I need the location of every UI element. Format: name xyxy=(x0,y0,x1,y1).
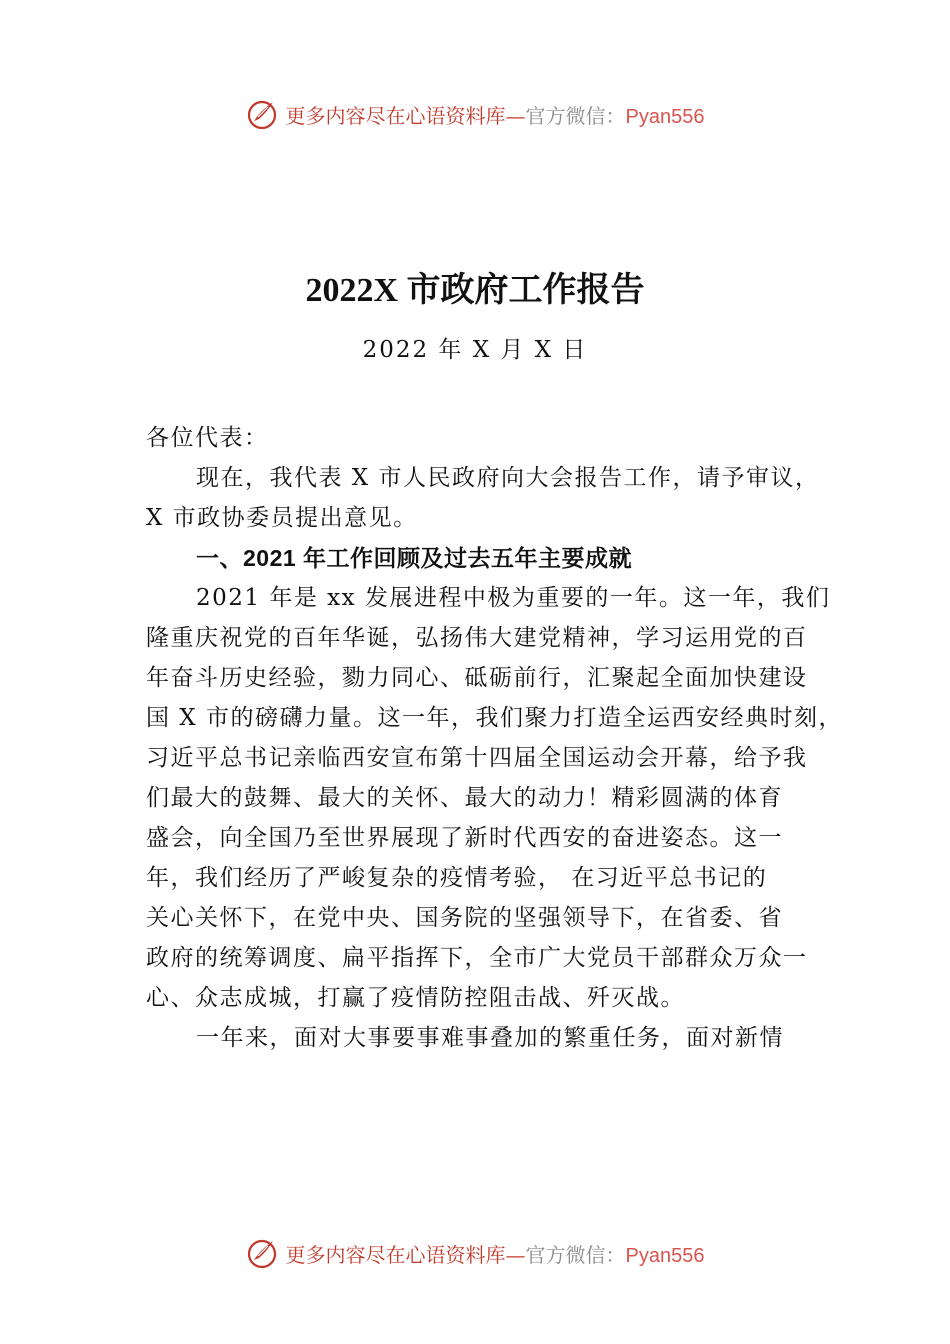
text-line: 隆重庆祝党的百年华诞，弘扬伟大建党精神，学习运用党的百 xyxy=(146,625,808,651)
text-line: 们最大的鼓舞、最大的关怀、最大的动力！精彩圆满的体育 xyxy=(146,785,783,811)
text-line: 关心关怀下，在党中央、国务院的坚强领导下，在省委、省 xyxy=(146,905,783,931)
paragraph-2021-review xyxy=(146,578,843,1018)
section-heading: 一、2021 年工作回顾及过去五年主要成就 xyxy=(196,545,633,571)
text-line: 年奋斗历史经验，勠力同心、砥砺前行，汇聚起全面加快建设 xyxy=(146,665,808,691)
watermark-text: 更多内容尽在心语资料库—官方微信：Pyan556 xyxy=(285,103,705,128)
page-title: 2022X 市政府工作报告 xyxy=(305,272,645,309)
text-line: 盛会，向全国乃至世界展现了新时代西安的奋进姿态。这一 xyxy=(146,825,783,851)
document-date: 2022 年 X 月 X 日 xyxy=(362,337,588,363)
footer-watermark xyxy=(0,1233,950,1273)
text-line: 国 X 市的磅礴力量。这一年，我们聚力打造全运西安经典时刻， xyxy=(146,705,843,731)
text-line: 2021 年是 xx 发展进程中极为重要的一年。这一年，我们 xyxy=(196,585,831,611)
document-body xyxy=(146,418,843,1058)
text-line: 心、众志成城，打赢了疫情防控阻击战、歼灭战。 xyxy=(146,985,685,1011)
text-line: 习近平总书记亲临西安宣布第十四届全国运动会开幕，给予我 xyxy=(146,745,808,771)
header-watermark xyxy=(0,94,950,134)
salutation: 各位代表： xyxy=(146,425,269,451)
text-line: 政府的统筹调度、扁平指挥下，全市广大党员干部群众万众一 xyxy=(146,945,808,971)
watermark-text: 更多内容尽在心语资料库—官方微信：Pyan556 xyxy=(285,1242,705,1267)
intro-paragraph: 现在，我代表 X 市人民政府向大会报告工作，请予审议，X 市政协委员提出意见。 xyxy=(146,465,820,531)
paragraph-year-summary: 一年来，面对大事要事难事叠加的繁重任务，面对新情 xyxy=(196,1025,784,1051)
quill-logo-icon xyxy=(246,1236,280,1270)
quill-logo-icon xyxy=(246,97,280,131)
text-line: 年，我们经历了严峻复杂的疫情考验， 在习近平总书记的 xyxy=(146,865,768,891)
